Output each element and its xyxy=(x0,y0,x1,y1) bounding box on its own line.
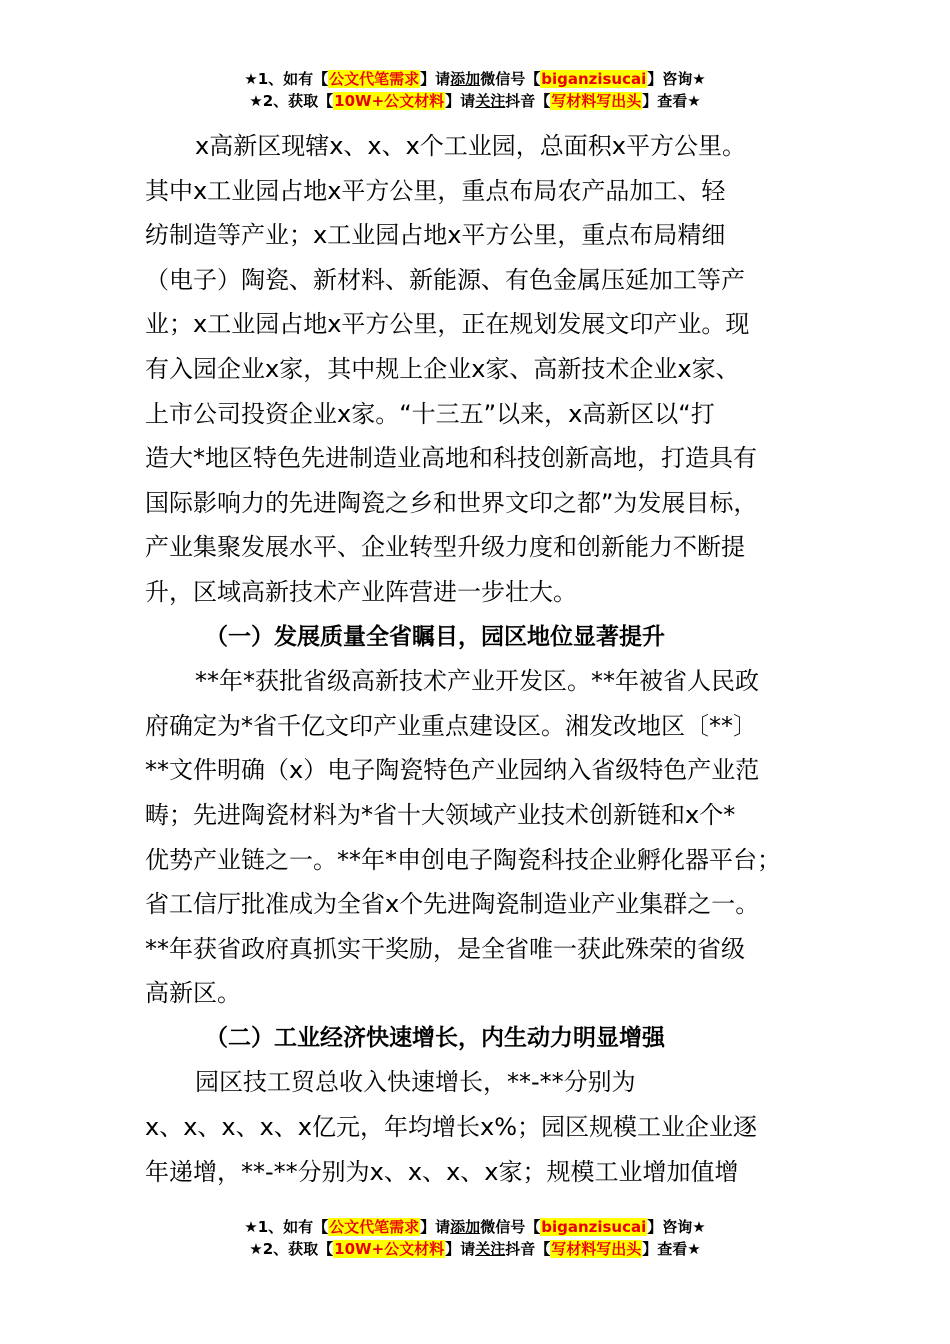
banner-text: 1、如有【 xyxy=(257,70,329,88)
banner-text: 】咨询 xyxy=(647,1218,693,1236)
star-icon: ★ xyxy=(692,70,706,88)
text-line: 产业集聚发展水平、企业转型升级力度和创新能力不断提 xyxy=(145,533,745,562)
text-line: **年*获批省级高新技术产业开发区。**年被省人民政 xyxy=(195,667,759,696)
star-icon: ★ xyxy=(687,92,701,110)
paragraph-overview xyxy=(145,124,815,615)
banner-line-2 xyxy=(0,1238,950,1260)
underlined-text: 添加 xyxy=(450,1218,481,1236)
underlined-text: 关注 xyxy=(475,92,506,110)
banner-text: 】请 xyxy=(420,70,451,88)
text-line: 造大*地区特色先进制造业高地和科技创新高地，打造具有 xyxy=(145,444,757,473)
paragraph-economy xyxy=(145,1060,815,1194)
text-line: 其中x工业园占地x平方公里，重点布局农产品加工、轻 xyxy=(145,176,726,205)
section-heading-1: （一）发展质量全省瞩目，园区地位显著提升 xyxy=(205,623,665,650)
text-line: 高新区。 xyxy=(145,979,241,1008)
text-line: 有入园企业x家，其中规上企业x家、高新技术企业x家、 xyxy=(145,354,740,383)
banner-text: 抖音【 xyxy=(505,1240,551,1258)
star-icon: ★ xyxy=(249,1240,263,1258)
text-line: **年获省政府真抓实干奖励，是全省唯一获此殊荣的省级 xyxy=(145,934,745,963)
banner-text: 】请 xyxy=(445,92,476,110)
highlight-service: 公文代笔需求 xyxy=(329,70,420,88)
underlined-text: 添加 xyxy=(450,70,481,88)
section-heading-2: （二）工业经济快速增长，内生动力明显增强 xyxy=(205,1024,665,1051)
highlight-service: 公文代笔需求 xyxy=(329,1218,420,1236)
star-icon: ★ xyxy=(244,70,258,88)
wechat-id: biganzisucai xyxy=(541,70,647,88)
text-line: 优势产业链之一。**年*申创电子陶瓷科技企业孵化器平台； xyxy=(145,845,781,874)
text-line: 国际影响力的先进陶瓷之乡和世界文印之都”为发展目标， xyxy=(145,488,758,517)
star-icon: ★ xyxy=(687,1240,701,1258)
douyin-account: 写材料写出头 xyxy=(551,92,642,110)
underlined-text: 关注 xyxy=(475,1240,506,1258)
footer-banner xyxy=(0,1216,950,1260)
star-icon: ★ xyxy=(249,92,263,110)
text-line: 府确定为*省千亿文印产业重点建设区。湘发改地区〔**〕 xyxy=(145,711,757,740)
star-icon: ★ xyxy=(692,1218,706,1236)
banner-text: 1、如有【 xyxy=(257,1218,329,1236)
banner-text: 抖音【 xyxy=(505,92,551,110)
star-icon: ★ xyxy=(244,1218,258,1236)
text-line: 升，区域高新技术产业阵营进一步壮大。 xyxy=(145,577,577,606)
text-line: 畴；先进陶瓷材料为*省十大领域产业技术创新链和x个* xyxy=(145,800,736,829)
banner-line-1 xyxy=(0,1216,950,1238)
banner-text: 2、获取【 xyxy=(262,92,334,110)
text-line: 省工信厅批准成为全省x个先进陶瓷制造业产业集群之一。 xyxy=(145,890,760,919)
text-line: 年递增，**-**分别为x、x、x、x家；规模工业增加值增 xyxy=(145,1157,739,1186)
text-line: 业；x工业园占地x平方公里，正在规划发展文印产业。现 xyxy=(145,310,750,339)
text-line: x高新区现辖x、x、x个工业园，总面积x平方公里。 xyxy=(195,132,747,160)
highlight-materials: 10W+公文材料 xyxy=(334,92,445,110)
banner-text: 】请 xyxy=(420,1218,451,1236)
header-banner xyxy=(0,68,950,112)
banner-line-1 xyxy=(0,68,950,90)
banner-text: 微信号【 xyxy=(480,70,541,88)
banner-text: 】请 xyxy=(445,1240,476,1258)
text-line: 上市公司投资企业x家。“十三五”以来，x高新区以“打 xyxy=(145,399,715,428)
banner-text: 】咨询 xyxy=(647,70,693,88)
banner-text: 】查看 xyxy=(642,92,688,110)
banner-line-2 xyxy=(0,90,950,112)
text-line: 园区技工贸总收入快速增长，**-**分别为 xyxy=(195,1068,636,1097)
douyin-account: 写材料写出头 xyxy=(551,1240,642,1258)
text-line: x、x、x、x、x亿元，年均增长x%；园区规模工业企业逐 xyxy=(145,1113,758,1142)
wechat-id: biganzisucai xyxy=(541,1218,647,1236)
banner-text: 2、获取【 xyxy=(262,1240,334,1258)
document-body xyxy=(145,124,815,1194)
banner-text: 微信号【 xyxy=(480,1218,541,1236)
text-line: （电子）陶瓷、新材料、新能源、有色金属压延加工等产 xyxy=(145,265,745,294)
text-line: 纺制造等产业；x工业园占地x平方公里，重点布局精细 xyxy=(145,221,726,250)
banner-text: 】查看 xyxy=(642,1240,688,1258)
text-line: **文件明确（x）电子陶瓷特色产业园纳入省级特色产业范 xyxy=(145,756,760,785)
paragraph-quality xyxy=(145,659,815,1016)
highlight-materials: 10W+公文材料 xyxy=(334,1240,445,1258)
